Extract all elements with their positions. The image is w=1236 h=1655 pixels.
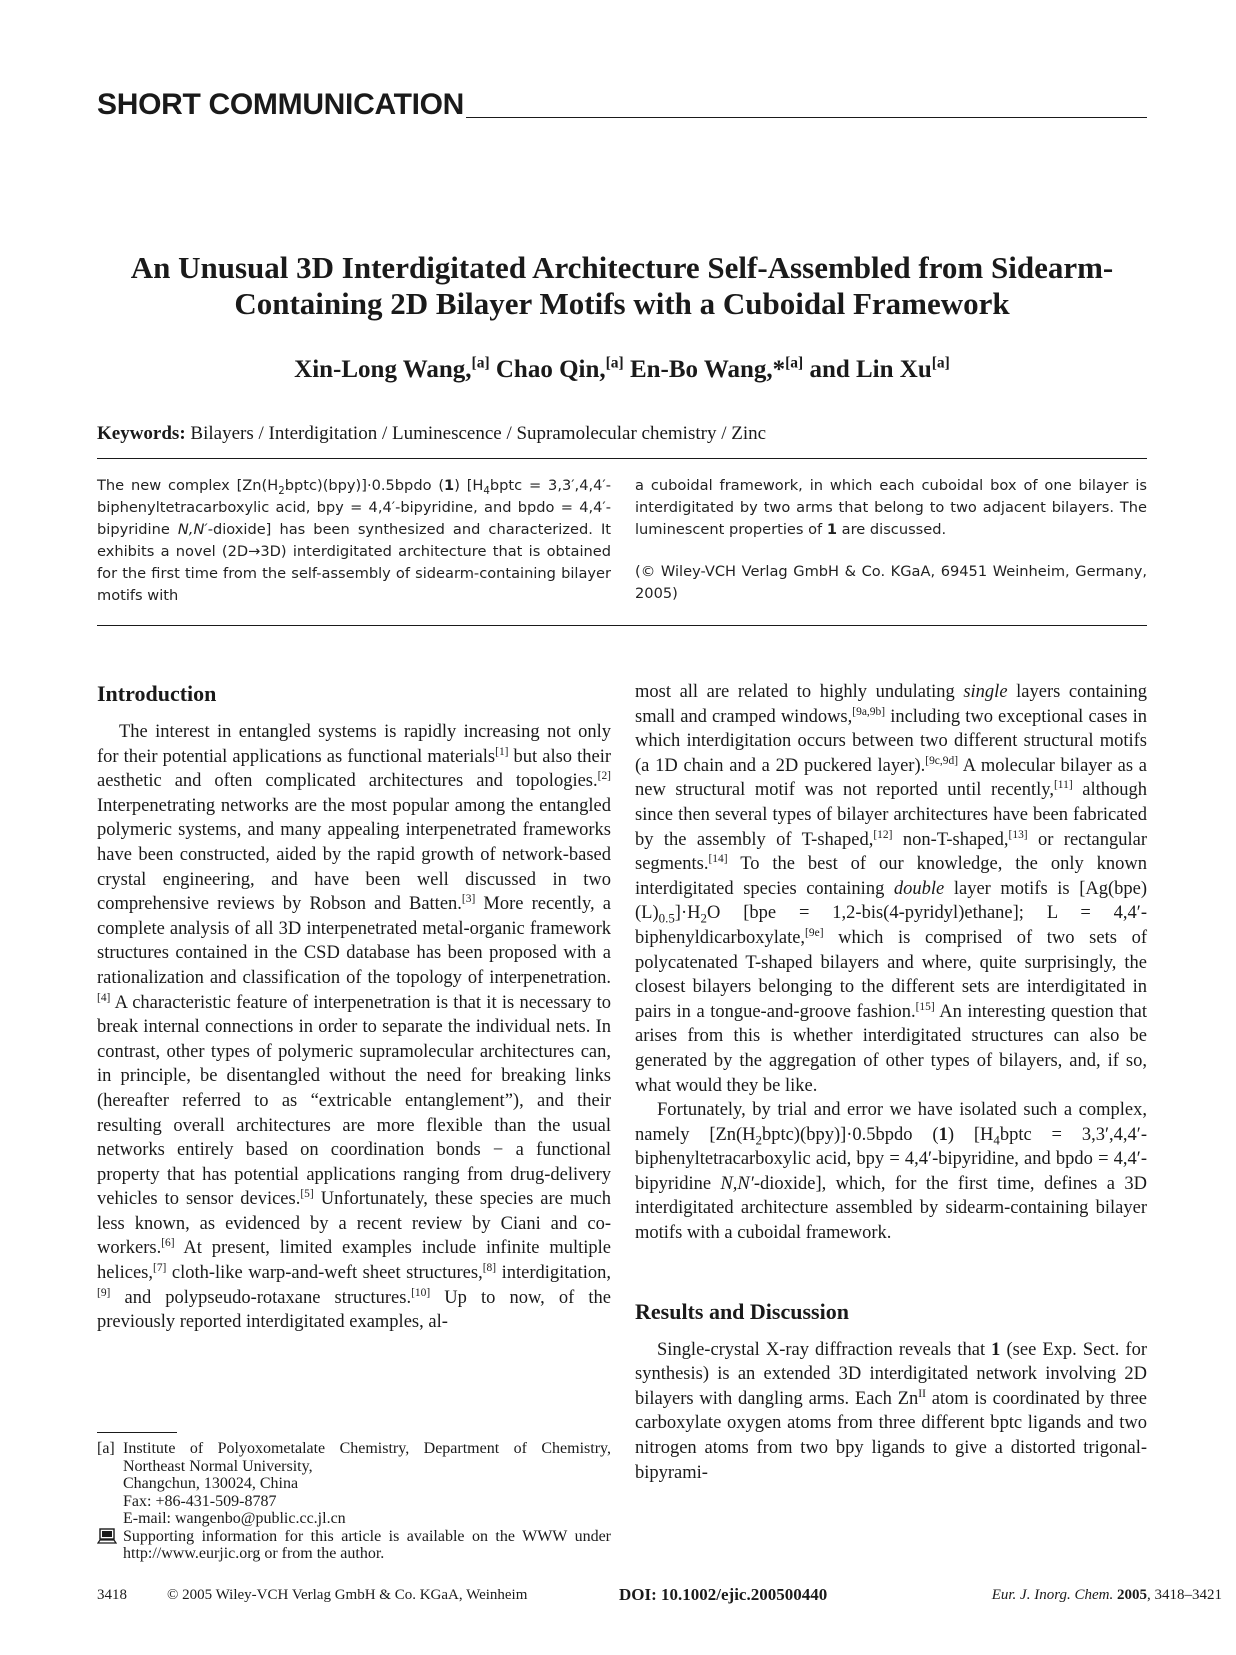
- body-column-right: [635, 680, 1147, 1485]
- intro-paragraph-2: Fortunately, by trial and error we have isolated such a complex, namely $[Zn(H_2bptc)(bpy)]\cdot 0.5bpdo$ (1) [$H_4bptc$ = 3,3′,4,4′-biphenyltetracarboxylic acid, bpy = 4,4′-bipyridine, and bpdo = 4,4′-bipyridine N,N′-dioxide], which, for the first time, defines a 3D interdigitated architecture assembled by sidearm-containing bilayer motifs with a cuboidal framework.: [635, 1100, 1148, 1244]
- page-footer: [97, 1584, 1222, 1606]
- keywords-rule: [97, 458, 1147, 459]
- footnote-fax: Fax: +86-431-509-8787: [123, 1492, 277, 1510]
- author-name: Chao Qin,: [495, 356, 606, 383]
- supporting-info: Supporting information for this article is available on the WWW under http://www.eurjic.org or from the author.: [123, 1527, 611, 1562]
- section-label: SHORT COMMUNICATION: [97, 88, 465, 121]
- author-affiliation: [a]: [471, 354, 490, 372]
- keywords: [97, 422, 1147, 446]
- header-rule: [466, 117, 1147, 118]
- intro-paragraph: The interest in entangled systems is rapidly increasing not only for their potential applications as functional materials[1] but also their aesthetic and often complicated architectures and topologies.[2] Interpenetrating networks are the most popular among the entangled polymeric systems, and many appealing interpenetrated frameworks have been constructed, aided by the rapid growth of network-based crystal engineering, and have been well discussed in two comprehensive reviews by Robson and Batten.[3] More recently, a complete analysis of all 3D interpenetrated metal-organic framework structures contained in the CSD database has been proposed with a rationalization and classification of the topology of interpenetration.[4] A characteristic feature of interpenetration is that it is necessary to break internal connections in order to separate the individual nets. In contrast, other types of polymeric supramolecular architectures can, in principle, be disentangled without the need for breaking links (hereafter referred to as “extricable entanglement”), and their resulting overall architectures are more flexible than the usual networks entirely based on coordination bonds − a functional property that has potential applications ranging from drug-delivery vehicles to sensor devices.[5] Unfortunately, these species are much less known, as evidenced by a recent review by Ciani and co-workers.[6] At present, limited examples include infinite multiple helices,[7] cloth-like warp-and-weft sheet structures,[8] interdigitation,[9] and polypseudo-rotaxane structures.[10] Up to now, of the previously reported interdigitated examples, al-: [97, 722, 612, 1333]
- article-title: [97, 250, 1147, 322]
- abstract-rule: [97, 625, 1147, 626]
- footnote-city: Changchun, 130024, China: [123, 1475, 299, 1492]
- author-affiliation: [a]: [931, 354, 950, 372]
- author-name: En-Bo Wang,*: [629, 356, 786, 383]
- author-name: and Lin Xu: [809, 356, 932, 383]
- abstract-paragraph: The new complex $[Zn(H_2bptc)(bpy)]\cdot 0.5bpdo$ (1) [$H_4bptc$ = 3,3′,4,4′-biphenyltetracarboxylic acid, bpy = 4,4′-bipyridine, and bpdo = 4,4′-bipyridine N,N′-dioxide] has been synthesized and characterized. It exhibits a novel (2D→3D) interdigitated architecture that is obtained for the first time from the self-assembly of sidearm-containing bilayer motifs with: [97, 477, 611, 604]
- author-affiliation: [a]: [605, 354, 624, 372]
- abstract-copyright: (© Wiley-VCH Verlag GmbH & Co. KGaA, 69451 Weinheim, Germany, 2005): [635, 563, 1147, 602]
- abstract-left: [97, 475, 611, 607]
- keywords-label: Keywords:: [97, 423, 186, 444]
- abstract-paragraph-cont: a cuboidal framework, in which each cuboidal box of one bilayer is interdigitated by two arms that belong to two adjacent bilayers. The luminescent properties of 1 are discussed.: [635, 477, 1147, 538]
- intro-paragraph-cont: most all are related to highly undulating single layers containing small and cramped windows,[9a,9b] including two exceptional cases in which interdigitation occurs between two different structural motifs (a 1D chain and a 2D puckered layer).[9c,9d] A molecular bilayer as a new structural motif was not reported until recently,[11] although since then several types of bilayer architectures have been fabricated by the assembly of T-shaped,[12] non-T-shaped,[13] or rectangular segments.[14] To the best of our knowledge, the only known interdigitated species containing double layer motifs is $[Ag(bpe)(L)_{0.5}]\cdot H_2O$ [bpe = 1,2-bis(4-pyridyl)ethane]; L = 4,4′-biphenyldicarboxylate,[9e] which is comprised of two sets of polycatenated T-shaped bilayers and where, quite surprisingly, the closest bilayers belonging to the different sets are interdigitated in pairs in a tongue-and-groove fashion.[15] An interesting question that arises from this is whether interdigitated structures can also be generated by the aggregation of other types of bilayers, and, if so, what would they be like.: [635, 682, 1148, 1096]
- keywords-text: Bilayers / Interdigitation / Luminescence / Supramolecular chemistry / Zinc: [190, 423, 767, 444]
- doi: DOI: 10.1002/ejic.200500440: [619, 1585, 828, 1604]
- results-heading: Results and Discussion: [635, 1298, 849, 1324]
- abstract-right: [635, 475, 1147, 605]
- footnote-institute: Institute of Polyoxometalate Chemistry, Department of Chemistry, Northeast Normal University,: [123, 1440, 611, 1475]
- introduction-heading: Introduction: [97, 681, 217, 706]
- publisher-copyright: © 2005 Wiley-VCH Verlag GmbH & Co. KGaA, Weinheim: [167, 1587, 528, 1603]
- author-list: [97, 355, 1147, 385]
- title-line-1: An Unusual 3D Interdigitated Architecture Self-Assembled from Sidearm-: [130, 250, 1114, 285]
- computer-icon: [97, 1528, 123, 1563]
- author-affiliation: [a]: [785, 354, 804, 372]
- journal-citation: Eur. J. Inorg. Chem. 2005 , 3418–3421: [991, 1587, 1222, 1603]
- title-line-2: Containing 2D Bilayer Motifs with a Cuboidal Framework: [234, 286, 1010, 321]
- body-column-left: [97, 680, 611, 1335]
- section-label-header: [97, 80, 1147, 120]
- footnote-rule: [97, 1432, 177, 1433]
- author-name: Xin-Long Wang,: [294, 356, 472, 383]
- footnote-tag: [a]: [97, 1440, 115, 1457]
- affiliation-footnote: [97, 1440, 611, 1563]
- results-paragraph: Single-crystal X-ray diffraction reveals that 1 (see Exp. Sect. for synthesis) is an extended 3D interdigitated network involving 2D bilayers with dangling arms. Each $Zn^{II}$ atom is coordinated by three carboxylate oxygen atoms from three different bptc ligands and two nitrogen atoms from two bpy ligands to give a distorted trigonal-bipyrami-: [635, 1339, 1147, 1483]
- footnote-email: E-mail: wangenbo@public.cc.jl.cn: [123, 1510, 346, 1527]
- page-number: 3418: [97, 1587, 127, 1603]
